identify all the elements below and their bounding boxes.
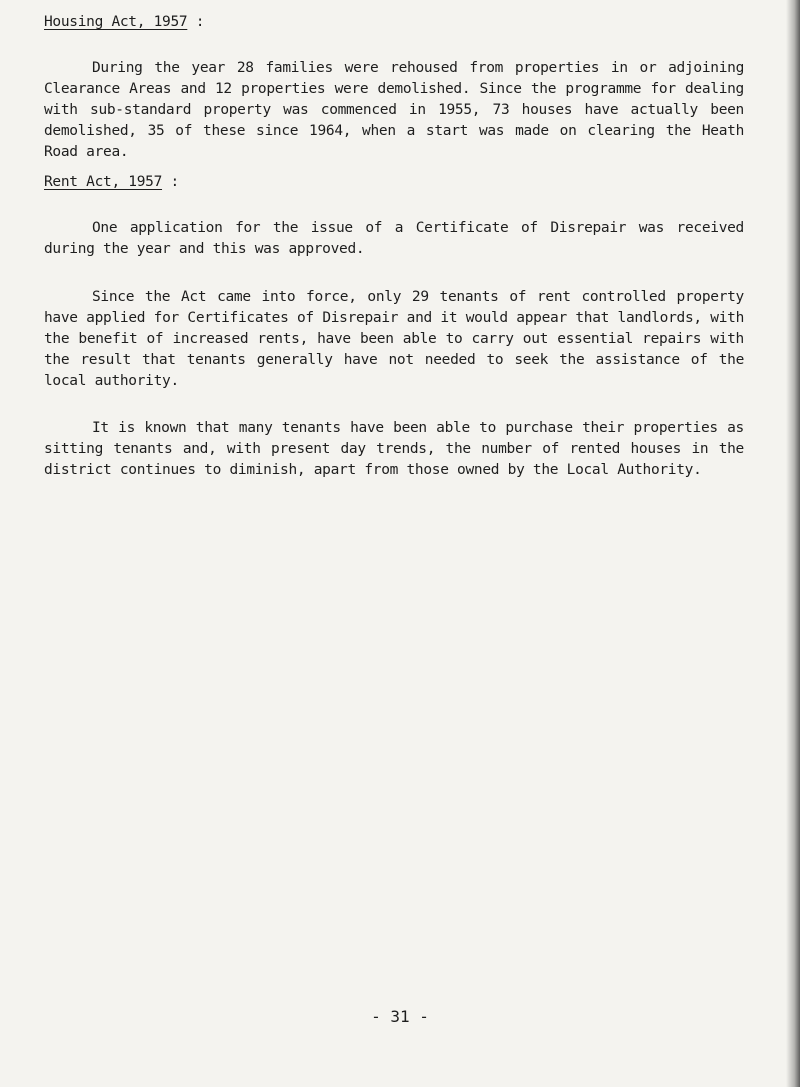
- housing-act-heading-title: Housing Act, 1957: [44, 14, 188, 30]
- housing-act-paragraph: During the year 28 families were rehoused from properties in or adjoining Clearance Areas and 12 properties were demolished. Since the programme for dealing with sub-standard property was commenced in 1955, 73 houses have actually been demolished, 35 of these since 1964, when a start was made on clearing the Heath Road area.: [44, 60, 744, 160]
- rent-act-paragraph-3: It is known that many tenants have been able to purchase their properties as sitting tenants and, with present day trends, the number of rented houses in the district continues to diminish, apart from those owned by the Local Authority.: [44, 420, 744, 478]
- scan-edge-shadow: [786, 0, 800, 1087]
- rent-act-heading: [44, 174, 179, 190]
- page-number: - 31 -: [371, 1007, 429, 1026]
- housing-act-heading-colon: :: [195, 14, 205, 30]
- rent-act-paragraph-1: One application for the issue of a Certificate of Disrepair was received during the year and this was approved.: [44, 220, 744, 257]
- rent-act-paragraph-2: Since the Act came into force, only 29 tenants of rent controlled property have applied for Certificates of Disrepair and it would appear that landlords, with the benefit of increased rents, have been able to carry out essential repairs with the result that tenants generally have not needed to seek the assistance of the local authority.: [44, 289, 744, 389]
- housing-act-heading: [44, 14, 204, 30]
- rent-act-heading-colon: :: [170, 174, 179, 190]
- rent-act-heading-title: Rent Act, 1957: [44, 174, 163, 190]
